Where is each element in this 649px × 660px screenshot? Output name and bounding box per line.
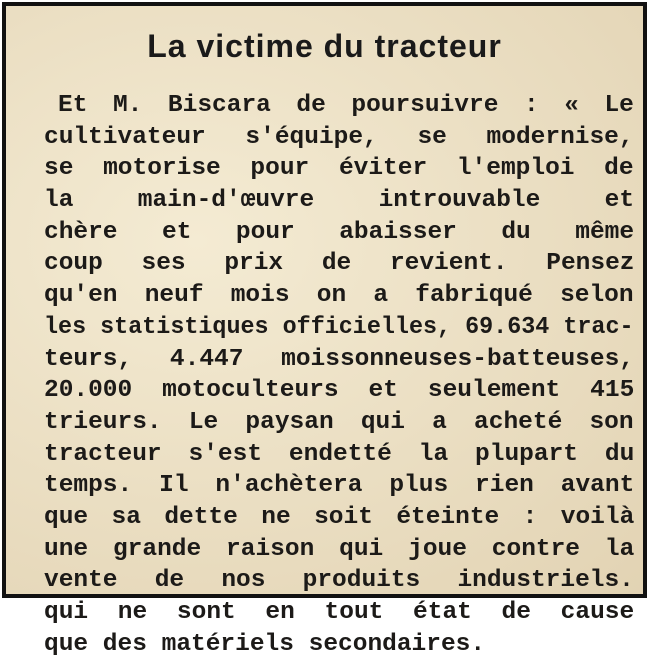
article-line-text: qui ne sont en tout état de cause xyxy=(44,599,635,626)
article-line-text: une grande raison qui joue contre la xyxy=(44,535,635,563)
article-line xyxy=(44,375,634,407)
article-line-text: trieurs. Le paysan qui a acheté son xyxy=(44,408,634,436)
article-line-text: teurs, 4.447 moissonneuses-batteuses, xyxy=(44,345,634,373)
article-line xyxy=(44,312,634,344)
article-line-text: coup ses prix de revient. Pensez xyxy=(44,250,635,278)
article-line xyxy=(44,534,634,566)
article-line xyxy=(44,185,634,217)
article-line xyxy=(44,470,634,502)
article-line xyxy=(44,407,634,439)
article-line-text: les statistiques officielles, 69.634 trac- xyxy=(44,313,634,341)
article-line-text: tracteur s'est endetté la plupart du xyxy=(44,440,635,468)
article-line xyxy=(44,565,634,597)
article-title: La victime du tracteur xyxy=(147,28,502,64)
article-line-text: cultivateur s'équipe, se modernise, xyxy=(44,123,634,151)
article-body xyxy=(44,90,634,660)
article-line xyxy=(44,502,634,534)
article-line xyxy=(44,248,634,280)
article-line xyxy=(44,90,634,122)
article-line xyxy=(44,280,634,312)
article-line-text: qu'en neuf mois on a fabriqué selon xyxy=(44,282,634,310)
article-line-text: que des matériels secondaires. xyxy=(44,630,486,658)
article-line-text: Et M. Biscara de poursuivre : « Le xyxy=(58,92,634,119)
article-line xyxy=(44,122,634,154)
article-line xyxy=(44,629,634,660)
article-line xyxy=(44,153,634,185)
article-line xyxy=(44,597,634,629)
article-line-text: chère et pour abaisser du même xyxy=(44,218,635,246)
article-line-text: 20.000 motoculteurs et seulement 415 xyxy=(44,377,635,405)
article-line-text: temps. Il n'achètera plus rien avant xyxy=(44,472,635,500)
article-line-text: se motorise pour éviter l'emploi de xyxy=(44,155,634,183)
article-line-text: vente de nos produits industriels. xyxy=(44,567,634,595)
article-line xyxy=(44,439,634,471)
article-line xyxy=(44,344,634,376)
article-line xyxy=(44,217,634,249)
article-line-text: la main-d'œuvre introuvable et xyxy=(44,187,635,215)
article-line-text: que sa dette ne soit éteinte : voilà xyxy=(44,503,635,531)
newspaper-clipping xyxy=(2,2,647,658)
